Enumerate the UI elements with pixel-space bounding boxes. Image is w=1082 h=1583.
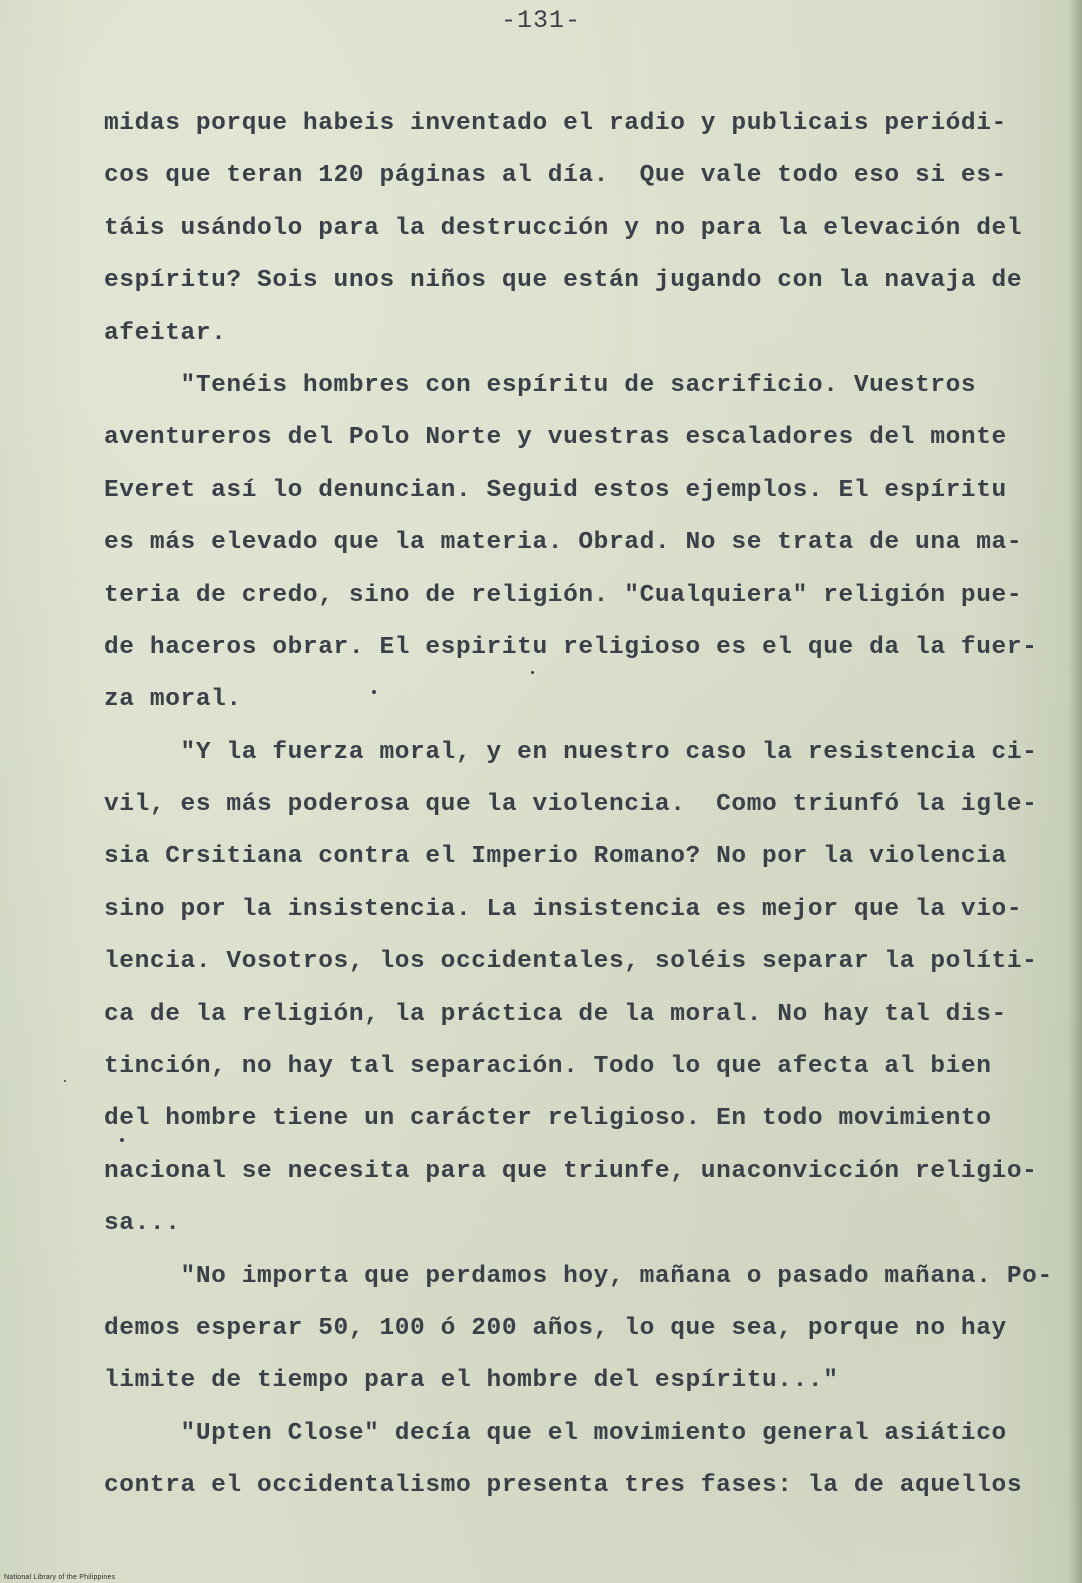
- text-line: "Y la fuerza moral, y en nuestro caso la resistencia ci-: [104, 738, 1038, 766]
- text-line: "Upten Close" decía que el movimiento general asiático: [104, 1419, 1007, 1447]
- text-line: cos que teran 120 páginas al día. Que vale todo eso si es-: [104, 162, 1007, 190]
- ink-speck: [372, 690, 376, 694]
- ink-speck: [531, 671, 534, 674]
- text-line: teria de credo, sino de religión. "Cualquiera" religión pue-: [104, 581, 1023, 609]
- text-line: sia Crsitiana contra el Imperio Romano? No por la violencia: [104, 843, 1007, 871]
- text-line: afeitar.: [104, 319, 227, 347]
- text-line: Everet así lo denuncian. Seguid estos ejemplos. El espíritu: [104, 476, 1007, 504]
- text-line: sino por la insistencia. La insistencia es mejor que la vio-: [104, 895, 1023, 923]
- text-line: es más elevado que la materia. Obrad. No se trata de una ma-: [104, 529, 1023, 557]
- page-edge-shadow: [1068, 0, 1082, 1583]
- ink-speck: [120, 1138, 124, 1142]
- text-line: "No importa que perdamos hoy, mañana o pasado mañana. Po-: [104, 1262, 1053, 1290]
- text-line: de haceros obrar. El espiritu religioso es el que da la fuer-: [104, 633, 1038, 661]
- text-line: sa...: [104, 1210, 181, 1238]
- text-line: vil, es más poderosa que la violencia. Como triunfó la igle-: [104, 791, 1038, 819]
- library-footer: National Library of the Philippines: [4, 1574, 116, 1581]
- text-line: za moral.: [104, 686, 242, 714]
- text-line: midas porque habeis inventado el radio y publicais periódi-: [104, 110, 1007, 137]
- text-line: tinción, no hay tal separación. Todo lo que afecta al bien: [104, 1053, 992, 1081]
- text-line: ca de la religión, la práctica de la moral. No hay tal dis-: [104, 1000, 1007, 1028]
- ink-speck: [64, 1080, 66, 1082]
- text-line: lencia. Vosotros, los occidentales, soléis separar la políti-: [104, 948, 1038, 976]
- text-line: limite de tiempo para el hombre del espíritu...": [104, 1367, 839, 1395]
- typed-text-body: [104, 98, 1053, 1513]
- text-line: aventureros del Polo Norte y vuestras escaladores del monte: [104, 424, 1007, 452]
- text-line: táis usándolo para la destrucción y no para la elevación del: [104, 214, 1023, 242]
- text-line: "Tenéis hombres con espíritu de sacrificio. Vuestros: [104, 371, 977, 399]
- text-line: demos esperar 50, 100 ó 200 años, lo que sea, porque no hay: [104, 1314, 1007, 1342]
- text-line: contra el occidentalismo presenta tres fases: la de aquellos: [104, 1472, 1023, 1500]
- page-number: -131-: [500, 6, 581, 35]
- text-line: del hombre tiene un carácter religioso. En todo movimiento: [104, 1105, 992, 1133]
- text-line: espíritu? Sois unos niños que están jugando con la navaja de: [104, 267, 1023, 295]
- text-line: nacional se necesita para que triunfe, unaconvicción religio-: [104, 1157, 1038, 1185]
